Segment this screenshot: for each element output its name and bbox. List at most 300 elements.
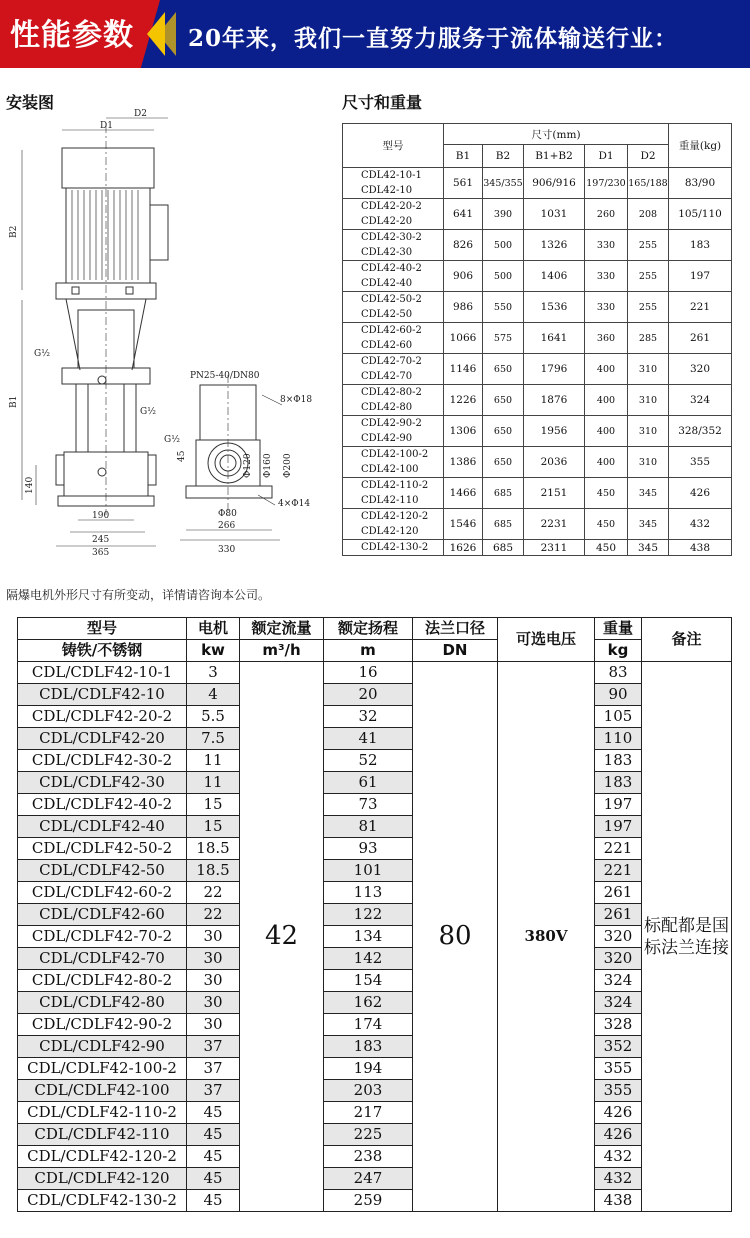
spec-row — [343, 540, 732, 556]
table-row — [18, 706, 732, 728]
spec-b2-cell: 390 — [483, 199, 524, 230]
table-row — [18, 684, 732, 706]
spec-model-base: CDL42-110 — [361, 495, 419, 506]
spec-model-base: CDL42-90 — [361, 433, 413, 444]
table-row — [18, 838, 732, 860]
spec-model-variant: CDL42-90-2 — [361, 418, 422, 429]
table-row — [18, 816, 732, 838]
dim-140: 140 — [25, 476, 35, 494]
spec-b2-cell: 345/355 — [483, 168, 524, 199]
model-cell: CDL/CDLF42-100-2 — [18, 1058, 187, 1080]
model-cell: CDL/CDLF42-110 — [18, 1124, 187, 1146]
kg-cell: 197 — [595, 794, 642, 816]
spec-model-base: CDL42-30 — [361, 247, 413, 258]
dim-phi80: Φ80 — [218, 509, 237, 519]
model-cell: CDL/CDLF42-110-2 — [18, 1102, 187, 1124]
head-cell: 16 — [324, 662, 413, 684]
table-row — [18, 1036, 732, 1058]
motor-top — [62, 148, 154, 188]
main-sub-head-unit: m — [324, 640, 413, 662]
spec-row — [343, 230, 732, 261]
kg-cell: 90 — [595, 684, 642, 706]
spec-d1-cell: 330 — [585, 230, 628, 261]
kg-cell: 183 — [595, 772, 642, 794]
spec-row — [343, 168, 732, 199]
spec-model-variant: CDL42-20-2 — [361, 201, 422, 212]
spec-col-b1b2: B1+B2 — [524, 145, 585, 168]
kw-cell: 37 — [187, 1080, 240, 1102]
spec-model-cell — [343, 447, 444, 478]
kw-cell: 45 — [187, 1102, 240, 1124]
table-row — [18, 992, 732, 1014]
table-row — [18, 948, 732, 970]
kg-cell: 438 — [595, 1190, 642, 1212]
kw-cell: 15 — [187, 794, 240, 816]
kg-cell: 355 — [595, 1058, 642, 1080]
dim-g1: G½ — [34, 349, 50, 359]
spec-d1-cell: 330 — [585, 292, 628, 323]
spec-col-b2: B2 — [483, 145, 524, 168]
table-row — [18, 860, 732, 882]
spec-b1-cell: 986 — [444, 292, 483, 323]
spec-d1-cell: 450 — [585, 509, 628, 540]
model-cell: CDL/CDLF42-40 — [18, 816, 187, 838]
spec-d2-cell: 255 — [628, 261, 669, 292]
main-header-remark: 备注 — [642, 618, 732, 662]
model-cell: CDL/CDLF42-40-2 — [18, 794, 187, 816]
spec-b2-cell: 685 — [483, 478, 524, 509]
spec-row — [343, 509, 732, 540]
spec-row — [343, 292, 732, 323]
table-row — [18, 1058, 732, 1080]
spec-header-model: 型号 — [343, 124, 444, 168]
kw-cell: 30 — [187, 1014, 240, 1036]
head-cell: 32 — [324, 706, 413, 728]
spec-b1-cell: 1226 — [444, 385, 483, 416]
spec-col-b1: B1 — [444, 145, 483, 168]
spec-w-cell: 328/352 — [669, 416, 732, 447]
spec-model-variant: CDL42-40-2 — [361, 263, 422, 274]
spec-model-base: CDL42-80 — [361, 402, 413, 413]
dim-d2: D2 — [134, 109, 147, 119]
dim-d1: D1 — [100, 121, 113, 131]
spec-b2-cell: 500 — [483, 261, 524, 292]
spec-model-variant: CDL42-10-1 — [361, 170, 422, 181]
model-cell: CDL/CDLF42-20 — [18, 728, 187, 750]
dim-190: 190 — [92, 511, 110, 521]
spec-d2-cell: 345 — [628, 540, 669, 556]
spec-col-d2: D2 — [628, 145, 669, 168]
spec-model-cell — [343, 199, 444, 230]
dim-b1: B1 — [9, 395, 19, 408]
main-header-voltage: 可选电压 — [498, 618, 595, 662]
spec-w-cell: 221 — [669, 292, 732, 323]
spec-b2-cell: 550 — [483, 292, 524, 323]
spec-b2-cell: 650 — [483, 416, 524, 447]
spec-b12-cell: 1956 — [524, 416, 585, 447]
spec-b2-cell: 685 — [483, 509, 524, 540]
dim-330: 330 — [218, 545, 236, 555]
head-cell: 113 — [324, 882, 413, 904]
kw-cell: 15 — [187, 816, 240, 838]
table-row — [18, 904, 732, 926]
spec-model-base: CDL42-100 — [361, 464, 419, 475]
spec-w-cell: 83/90 — [669, 168, 732, 199]
model-cell: CDL/CDLF42-60 — [18, 904, 187, 926]
banner-title: 性能参数 — [10, 18, 134, 53]
spec-model-cell — [343, 168, 444, 199]
spec-w-cell: 197 — [669, 261, 732, 292]
spec-b12-cell: 2311 — [524, 540, 585, 556]
spec-b12-cell: 906/916 — [524, 168, 585, 199]
dim-phi120: Φ120 — [243, 453, 253, 478]
kw-cell: 30 — [187, 948, 240, 970]
spec-model-cell — [343, 416, 444, 447]
head-cell: 183 — [324, 1036, 413, 1058]
kg-cell: 110 — [595, 728, 642, 750]
spec-b1-cell: 1306 — [444, 416, 483, 447]
spec-model-base: CDL42-70 — [361, 371, 413, 382]
main-sub-dn: DN — [413, 640, 498, 662]
spec-d1-cell: 450 — [585, 478, 628, 509]
spec-d1-cell: 260 — [585, 199, 628, 230]
kw-cell: 4 — [187, 684, 240, 706]
spec-model-cell — [343, 385, 444, 416]
head-cell: 52 — [324, 750, 413, 772]
spec-d1-cell: 360 — [585, 323, 628, 354]
spec-b12-cell: 2036 — [524, 447, 585, 478]
spec-b1-cell: 906 — [444, 261, 483, 292]
bolts-4: 4×Φ14 — [278, 499, 311, 509]
spec-w-cell: 426 — [669, 478, 732, 509]
spec-d2-cell: 310 — [628, 416, 669, 447]
table-row — [18, 926, 732, 948]
bolts-8: 8×Φ18 — [280, 395, 313, 405]
head-cell: 194 — [324, 1058, 413, 1080]
spec-b1-cell: 1146 — [444, 354, 483, 385]
main-sub-kw: kw — [187, 640, 240, 662]
dim-g3: G½ — [164, 435, 180, 445]
spec-b12-cell: 2151 — [524, 478, 585, 509]
spec-row — [343, 199, 732, 230]
spec-model-cell — [343, 509, 444, 540]
spec-d2-cell: 255 — [628, 292, 669, 323]
kg-cell: 355 — [595, 1080, 642, 1102]
spec-w-cell: 438 — [669, 540, 732, 556]
spec-model-variant: CDL42-60-2 — [361, 325, 422, 336]
head-cell: 203 — [324, 1080, 413, 1102]
head-cell: 73 — [324, 794, 413, 816]
kw-cell: 37 — [187, 1036, 240, 1058]
main-header-motor: 电机 — [187, 618, 240, 640]
spec-model-cell: CDL42-130-2 — [343, 540, 444, 556]
kg-cell: 324 — [595, 992, 642, 1014]
spec-model-variant: CDL42-100-2 — [361, 449, 429, 460]
spec-w-cell: 432 — [669, 509, 732, 540]
spec-row — [343, 354, 732, 385]
spec-model-variant: CDL42-110-2 — [361, 480, 429, 491]
spec-b2-cell: 500 — [483, 230, 524, 261]
model-cell: CDL/CDLF42-70 — [18, 948, 187, 970]
spec-model-cell — [343, 230, 444, 261]
spec-d2-cell: 310 — [628, 354, 669, 385]
spec-header-size: 尺寸(mm) — [444, 124, 669, 145]
kw-cell: 11 — [187, 772, 240, 794]
kg-cell: 183 — [595, 750, 642, 772]
kg-cell: 324 — [595, 970, 642, 992]
spec-d2-cell: 255 — [628, 230, 669, 261]
head-cell: 154 — [324, 970, 413, 992]
dim-245: 245 — [92, 535, 110, 545]
head-cell: 101 — [324, 860, 413, 882]
spec-d2-cell: 285 — [628, 323, 669, 354]
spec-b1-cell: 1546 — [444, 509, 483, 540]
spec-row — [343, 478, 732, 509]
head-cell: 238 — [324, 1146, 413, 1168]
table-row — [18, 772, 732, 794]
model-cell: CDL/CDLF42-20-2 — [18, 706, 187, 728]
spec-w-cell: 355 — [669, 447, 732, 478]
spec-b12-cell: 1406 — [524, 261, 585, 292]
kw-cell: 30 — [187, 992, 240, 1014]
kw-cell: 11 — [187, 750, 240, 772]
spec-b1-cell: 1466 — [444, 478, 483, 509]
head-cell: 61 — [324, 772, 413, 794]
model-cell: CDL/CDLF42-30 — [18, 772, 187, 794]
table-row — [18, 1168, 732, 1190]
spec-model-base: CDL42-40 — [361, 278, 413, 289]
spec-b2-cell: 650 — [483, 447, 524, 478]
spec-d1-cell: 450 — [585, 540, 628, 556]
spec-model-base: CDL42-120 — [361, 526, 419, 537]
model-cell: CDL/CDLF42-70-2 — [18, 926, 187, 948]
table-row — [18, 1124, 732, 1146]
spec-b12-cell: 1876 — [524, 385, 585, 416]
spec-w-cell: 261 — [669, 323, 732, 354]
spec-b1-cell: 826 — [444, 230, 483, 261]
kg-cell: 432 — [595, 1146, 642, 1168]
kg-cell: 83 — [595, 662, 642, 684]
voltage-cell: 380V — [498, 662, 595, 1212]
kw-cell: 7.5 — [187, 728, 240, 750]
model-cell: CDL/CDLF42-120-2 — [18, 1146, 187, 1168]
spec-b2-cell: 685 — [483, 540, 524, 556]
table-row — [18, 728, 732, 750]
spec-model-base: CDL42-10 — [361, 185, 413, 196]
dim-b2: B2 — [9, 225, 19, 238]
kw-cell: 18.5 — [187, 860, 240, 882]
kg-cell: 105 — [595, 706, 642, 728]
spec-model-variant: CDL42-80-2 — [361, 387, 422, 398]
spec-w-cell: 105/110 — [669, 199, 732, 230]
spec-row — [343, 323, 732, 354]
flange-spec: PN25-40/DN80 — [190, 371, 260, 381]
main-header-flow: 额定流量 — [240, 618, 324, 640]
kg-cell: 261 — [595, 882, 642, 904]
spec-b12-cell: 1536 — [524, 292, 585, 323]
head-cell: 41 — [324, 728, 413, 750]
spec-row — [343, 447, 732, 478]
spec-model-base: CDL42-20 — [361, 216, 413, 227]
head-cell: 174 — [324, 1014, 413, 1036]
model-cell: CDL/CDLF42-90 — [18, 1036, 187, 1058]
dim-45: 45 — [177, 450, 187, 462]
kg-cell: 320 — [595, 948, 642, 970]
spec-model-variant: CDL42-30-2 — [361, 232, 422, 243]
model-cell: CDL/CDLF42-30-2 — [18, 750, 187, 772]
model-cell: CDL/CDLF42-80 — [18, 992, 187, 1014]
table-row — [18, 1190, 732, 1212]
table-row — [18, 1014, 732, 1036]
main-header-weight: 重量 — [595, 618, 642, 640]
spec-model-cell — [343, 261, 444, 292]
spec-model-variant: CDL42-50-2 — [361, 294, 422, 305]
dim-365: 365 — [92, 548, 110, 558]
kw-cell: 22 — [187, 904, 240, 926]
main-header-model: 型号 — [18, 618, 187, 640]
spec-model-cell — [343, 354, 444, 385]
spec-w-cell: 324 — [669, 385, 732, 416]
main-sub-kg: kg — [595, 640, 642, 662]
install-diagram-title: 安装图 — [6, 93, 55, 112]
spec-d1-cell: 400 — [585, 416, 628, 447]
spec-d2-cell: 310 — [628, 447, 669, 478]
spec-d2-cell: 345 — [628, 478, 669, 509]
kw-cell: 5.5 — [187, 706, 240, 728]
kw-cell: 30 — [187, 926, 240, 948]
spec-b2-cell: 575 — [483, 323, 524, 354]
head-cell: 20 — [324, 684, 413, 706]
spec-b2-cell: 650 — [483, 385, 524, 416]
spec-b12-cell: 1641 — [524, 323, 585, 354]
kg-cell: 320 — [595, 926, 642, 948]
model-cell: CDL/CDLF42-90-2 — [18, 1014, 187, 1036]
table-row — [18, 794, 732, 816]
remark-cell: 标配都是国标法兰连接 — [642, 662, 732, 1212]
dim-phi160: Φ160 — [263, 453, 273, 478]
model-cell: CDL/CDLF42-80-2 — [18, 970, 187, 992]
table-row — [18, 882, 732, 904]
table-row — [18, 1102, 732, 1124]
spec-col-d1: D1 — [585, 145, 628, 168]
table-row — [18, 1080, 732, 1102]
main-sub-material: 铸铁/不锈钢 — [18, 640, 187, 662]
kw-cell: 22 — [187, 882, 240, 904]
main-header-head: 额定扬程 — [324, 618, 413, 640]
spec-d2-cell: 310 — [628, 385, 669, 416]
kw-cell: 3 — [187, 662, 240, 684]
dim-g2: G½ — [140, 407, 156, 417]
spec-model-base: CDL42-60 — [361, 340, 413, 351]
model-cell: CDL/CDLF42-100 — [18, 1080, 187, 1102]
spec-d1-cell: 330 — [585, 261, 628, 292]
head-cell: 81 — [324, 816, 413, 838]
spec-b12-cell: 2231 — [524, 509, 585, 540]
kg-cell: 328 — [595, 1014, 642, 1036]
performance-table — [17, 617, 732, 1212]
head-cell: 217 — [324, 1102, 413, 1124]
spec-model-cell — [343, 323, 444, 354]
dn-cell: 80 — [413, 662, 498, 1212]
spec-model-variant: CDL42-70-2 — [361, 356, 422, 367]
dim-phi200: Φ200 — [283, 453, 293, 478]
spec-d1-cell: 400 — [585, 354, 628, 385]
head-cell: 162 — [324, 992, 413, 1014]
table-row — [18, 970, 732, 992]
terminal-box — [150, 205, 168, 260]
spec-d2-cell: 208 — [628, 199, 669, 230]
kw-cell: 37 — [187, 1058, 240, 1080]
kg-cell: 426 — [595, 1124, 642, 1146]
flow-cell: 42 — [240, 662, 324, 1212]
spec-row — [343, 261, 732, 292]
main-sub-flow-unit: m³/h — [240, 640, 324, 662]
kw-cell: 45 — [187, 1168, 240, 1190]
table-row — [18, 750, 732, 772]
size-weight-title: 尺寸和重量 — [342, 93, 423, 112]
spec-model-cell — [343, 478, 444, 509]
spec-b12-cell: 1031 — [524, 199, 585, 230]
spec-d2-cell: 345 — [628, 509, 669, 540]
head-cell: 247 — [324, 1168, 413, 1190]
head-cell: 225 — [324, 1124, 413, 1146]
kw-cell: 18.5 — [187, 838, 240, 860]
spec-header-weight: 重量(kg) — [669, 124, 732, 168]
spec-d1-cell: 400 — [585, 447, 628, 478]
spec-b1-cell: 1386 — [444, 447, 483, 478]
spec-b1-cell: 1066 — [444, 323, 483, 354]
kg-cell: 261 — [595, 904, 642, 926]
spec-model-base: CDL42-50 — [361, 309, 413, 320]
table-row — [18, 662, 732, 684]
head-cell: 93 — [324, 838, 413, 860]
head-cell: 259 — [324, 1190, 413, 1212]
motor-note: 隔爆电机外形尺寸有所变动，详情请咨询本公司。 — [6, 588, 271, 602]
main-header-flange: 法兰口径 — [413, 618, 498, 640]
model-cell: CDL/CDLF42-50-2 — [18, 838, 187, 860]
kg-cell: 221 — [595, 860, 642, 882]
head-cell: 134 — [324, 926, 413, 948]
dim-266: 266 — [218, 521, 236, 531]
size-weight-table — [342, 123, 732, 556]
head-cell: 142 — [324, 948, 413, 970]
kg-cell: 197 — [595, 816, 642, 838]
spec-row — [343, 416, 732, 447]
model-cell: CDL/CDLF42-120 — [18, 1168, 187, 1190]
table-row — [18, 1146, 732, 1168]
spec-b2-cell: 650 — [483, 354, 524, 385]
model-cell: CDL/CDLF42-10-1 — [18, 662, 187, 684]
model-cell: CDL/CDLF42-60-2 — [18, 882, 187, 904]
spec-model-cell — [343, 292, 444, 323]
spec-model-variant: CDL42-120-2 — [361, 511, 429, 522]
spec-row — [343, 385, 732, 416]
installation-drawing — [0, 0, 340, 570]
kw-cell: 45 — [187, 1190, 240, 1212]
spec-w-cell: 320 — [669, 354, 732, 385]
spec-b12-cell: 1796 — [524, 354, 585, 385]
spec-d1-cell: 197/230 — [585, 168, 628, 199]
head-cell: 122 — [324, 904, 413, 926]
kw-cell: 30 — [187, 970, 240, 992]
kg-cell: 221 — [595, 838, 642, 860]
model-cell: CDL/CDLF42-130-2 — [18, 1190, 187, 1212]
spec-b1-cell: 1626 — [444, 540, 483, 556]
spec-d2-cell: 165/188 — [628, 168, 669, 199]
kw-cell: 45 — [187, 1146, 240, 1168]
kg-cell: 432 — [595, 1168, 642, 1190]
model-cell: CDL/CDLF42-10 — [18, 684, 187, 706]
